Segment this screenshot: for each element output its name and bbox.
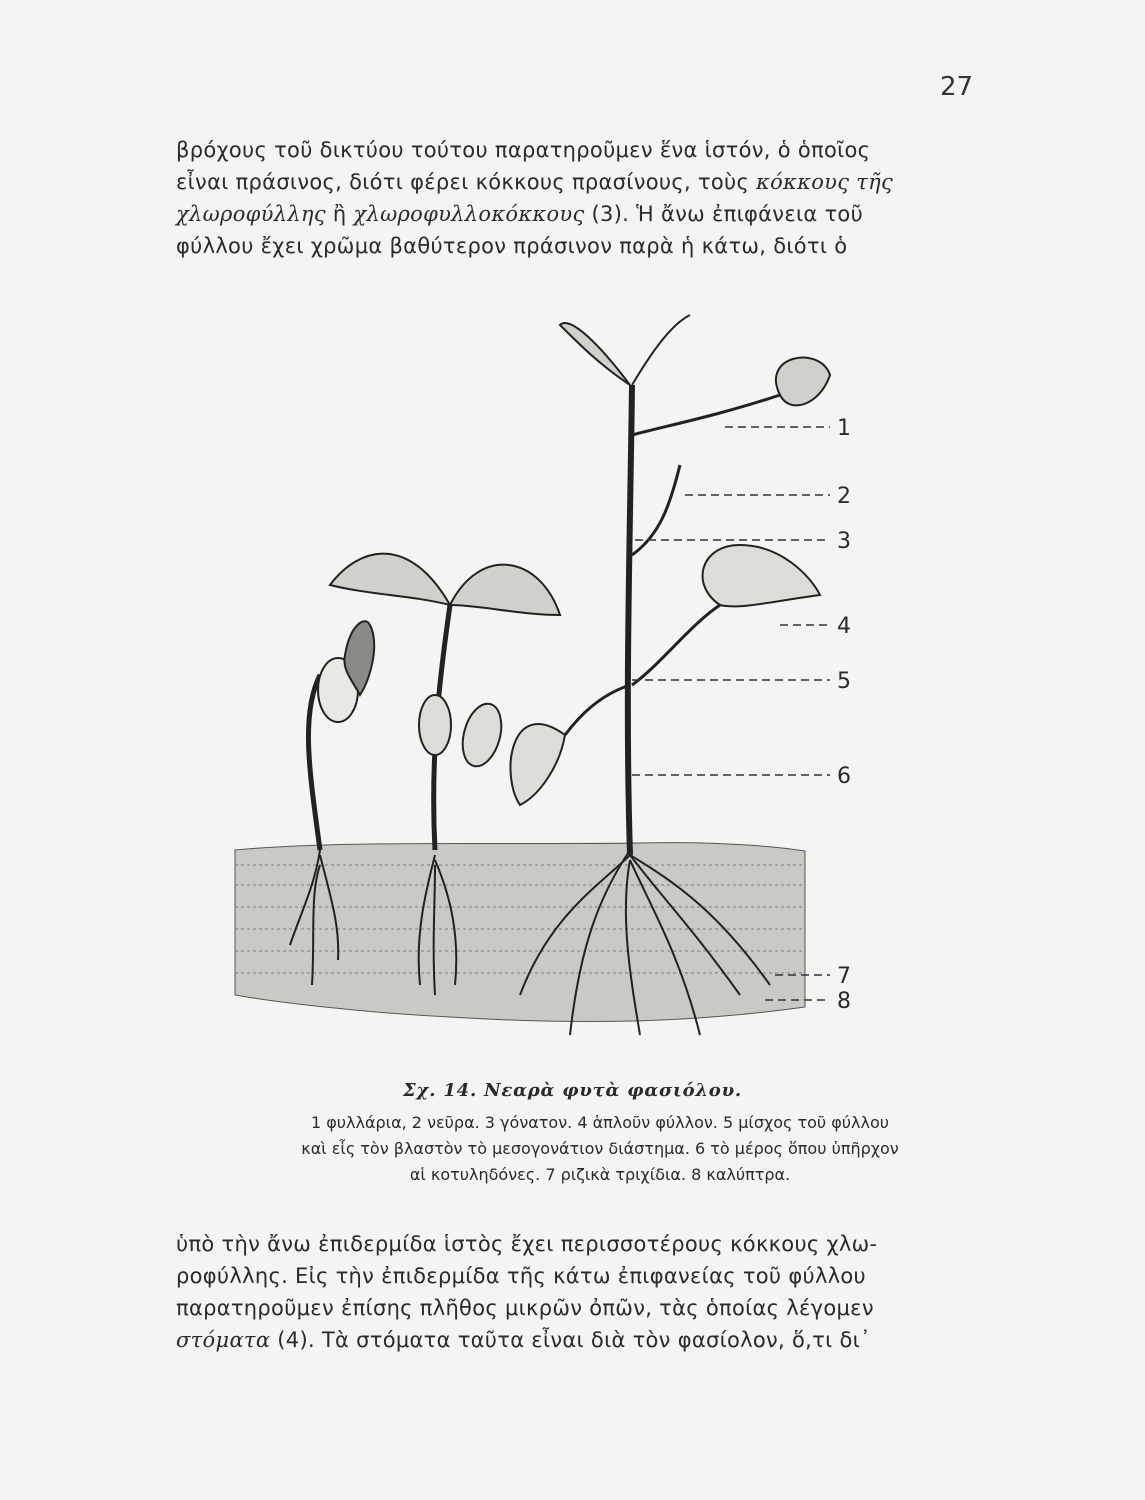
text-line: ροφύλλης. Εἰς τὴν ἐπιδερμίδα τῆς κάτω ἐπιφανείας τοῦ φύλλου	[176, 1264, 866, 1288]
bean-plants-illustration	[220, 295, 880, 1065]
italic-term: χλωροφυλλοκόκκους	[353, 202, 585, 226]
top-paragraph	[176, 134, 1006, 262]
text-span: ἢ	[325, 202, 354, 226]
italic-term: χλωροφύλλης	[176, 202, 326, 226]
callout-numbers	[837, 416, 851, 1014]
plant-large	[510, 315, 830, 855]
text-span: (3). Ἡ ἄνω ἐπιφάνεια τοῦ	[584, 202, 864, 226]
text-line: φύλλου ἔχει χρῶμα βαθύτερον πράσινον παρὰ ἡ κάτω, διότι ὁ	[176, 234, 848, 258]
text-line: βρόχους τοῦ δικτύου τούτου παρατηροῦμεν ἕνα ἱστόν, ὁ ὁποῖος	[176, 138, 871, 162]
caption-line: 1 φυλλάρια, 2 νεῦρα. 3 γόνατον. 4 ἁπλοῦν φύλλον. 5 μίσχος τοῦ φύλλου	[310, 1113, 890, 1132]
callout-6: 6	[837, 764, 851, 789]
callout-2: 2	[837, 484, 851, 509]
caption-line: καὶ εἷς τὸν βλαστὸν τὸ μεσογονάτιον διάστημα. 6 τὸ μέρος ὅπου ὑπῆρχον	[301, 1139, 899, 1158]
page-number: 27	[940, 72, 974, 102]
text-line	[176, 1324, 1006, 1356]
callout-4: 4	[837, 614, 851, 639]
callout-1: 1	[837, 416, 851, 441]
seedling-medium	[330, 554, 560, 850]
callout-7: 7	[837, 964, 851, 989]
text-line	[176, 198, 1006, 230]
figure-caption	[190, 1110, 1010, 1188]
callout-5: 5	[837, 669, 851, 694]
text-line: παρατηροῦμεν ἐπίσης πλῆθος μικρῶν ὀπῶν, τὰς ὁποίας λέγομεν	[176, 1296, 874, 1320]
seedling-small	[308, 621, 374, 850]
illustration-svg	[220, 295, 880, 1065]
italic-term: στόματα	[176, 1328, 271, 1352]
text-line: ὑπὸ τὴν ἄνω ἐπιδερμίδα ἱστὸς ἔχει περισσοτέρους κόκκους χλω-	[176, 1232, 878, 1256]
text-line	[176, 166, 1006, 198]
callout-8: 8	[837, 989, 851, 1014]
caption-line: αἱ κοτυληδόνες. 7 ριζικὰ τριχίδια. 8 καλύπτρα.	[409, 1165, 791, 1184]
text-span: εἶναι πράσινος, διότι φέρει κόκκους πρασίνους, τοὺς	[176, 170, 757, 194]
italic-term: κόκκους τῆς	[756, 170, 894, 194]
callout-3: 3	[837, 529, 851, 554]
text-span: (4). Τὰ στόματα ταῦτα εἶναι διὰ τὸν φασίολον, ὅ,τι δι᾽	[270, 1328, 871, 1352]
figure-caption-title: Σχ. 14. Νεαρὰ φυτὰ φασιόλου.	[403, 1080, 742, 1101]
bottom-paragraph	[176, 1228, 1006, 1356]
